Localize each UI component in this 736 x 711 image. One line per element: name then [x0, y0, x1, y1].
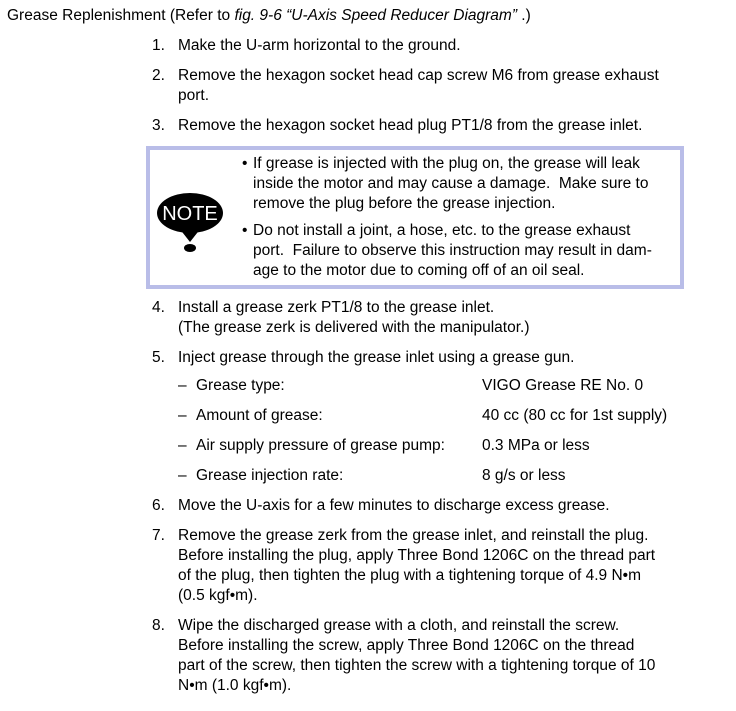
- step-text: Wipe the discharged grease with a cloth, and reinstall the screw. Before installing the screw, apply Three Bond 1206C on the thread part of the screw, then tighten the screw with a tightening torque of 10 N•m (1.0 kgf•m).: [178, 617, 656, 694]
- step-7: [152, 526, 722, 606]
- param-value: 8 g/s or less: [482, 467, 566, 484]
- step-number: 7.: [152, 527, 165, 544]
- param-label: Grease type:: [196, 377, 285, 394]
- figure-reference: fig. 9-6 “U-Axis Speed Reducer Diagram”: [234, 7, 517, 24]
- step-number: 4.: [152, 299, 165, 316]
- param-value: 0.3 MPa or less: [482, 437, 590, 454]
- step-text: Remove the grease zerk from the grease inlet, and reinstall the plug. Before installing the plug, apply Three Bond 1206C on the thread part of the plug, then tighten the plug with a tightening torque of 4.9 N•m (0.5 kgf•m).: [178, 527, 656, 604]
- bullet-dot: •: [242, 222, 248, 239]
- step-5: [152, 348, 722, 368]
- step-number: 8.: [152, 617, 165, 634]
- step-4: [152, 298, 722, 338]
- param-dash: –: [178, 377, 187, 394]
- note-item: [242, 154, 682, 214]
- param-label: Amount of grease:: [196, 407, 323, 424]
- step-3: [152, 116, 722, 136]
- step-text: Make the U-arm horizontal to the ground.: [178, 37, 461, 54]
- step-text: Remove the hexagon socket head plug PT1/8 from the grease inlet.: [178, 117, 643, 134]
- step-8: [152, 616, 722, 696]
- note-bullets: [242, 154, 682, 288]
- step-text: Move the U-axis for a few minutes to discharge excess grease.: [178, 497, 610, 514]
- param-dash: –: [178, 467, 187, 484]
- step-text: Remove the hexagon socket head cap screw M6 from grease exhaust port.: [178, 67, 659, 104]
- note-item-text: If grease is injected with the plug on, the grease will leak inside the motor and may cause a damage. Make sure to remove the plug before the grease injection.: [253, 155, 649, 212]
- param-dash: –: [178, 407, 187, 424]
- param-value: 40 cc (80 cc for 1st supply): [482, 407, 668, 424]
- note-item: [242, 221, 682, 281]
- param-label: Air supply pressure of grease pump:: [196, 437, 445, 454]
- grease-parameters: [178, 376, 722, 486]
- param-row: [178, 466, 722, 486]
- note-speech-bubble-icon: [155, 190, 225, 252]
- step-2: [152, 66, 722, 106]
- param-row: [178, 376, 722, 396]
- step-number: 1.: [152, 37, 165, 54]
- step-6: [152, 496, 722, 516]
- param-value: VIGO Grease RE No. 0: [482, 377, 644, 394]
- step-number: 5.: [152, 349, 165, 366]
- heading-suffix: .): [517, 7, 531, 24]
- note-box: [146, 146, 684, 289]
- step-number: 6.: [152, 497, 165, 514]
- step-text: Install a grease zerk PT1/8 to the grease inlet. (The grease zerk is delivered with the manipulator.): [178, 299, 530, 336]
- section-heading: [7, 7, 531, 25]
- procedure-steps: [152, 36, 722, 706]
- param-row: [178, 406, 722, 426]
- note-icon-label: NOTE: [162, 203, 218, 225]
- step-text: Inject grease through the grease inlet using a grease gun.: [178, 349, 575, 366]
- param-label: Grease injection rate:: [196, 467, 344, 484]
- param-dash: –: [178, 437, 187, 454]
- note-item-text: Do not install a joint, a hose, etc. to the grease exhaust port. Failure to observe this instruction may result in dam- age to the motor due to coming off of an oil seal.: [253, 222, 652, 279]
- bullet-dot: •: [242, 155, 248, 172]
- step-number: 3.: [152, 117, 165, 134]
- heading-prefix: Grease Replenishment (Refer to: [7, 7, 235, 24]
- step-number: 2.: [152, 67, 165, 84]
- step-1: [152, 36, 722, 56]
- param-row: [178, 436, 722, 456]
